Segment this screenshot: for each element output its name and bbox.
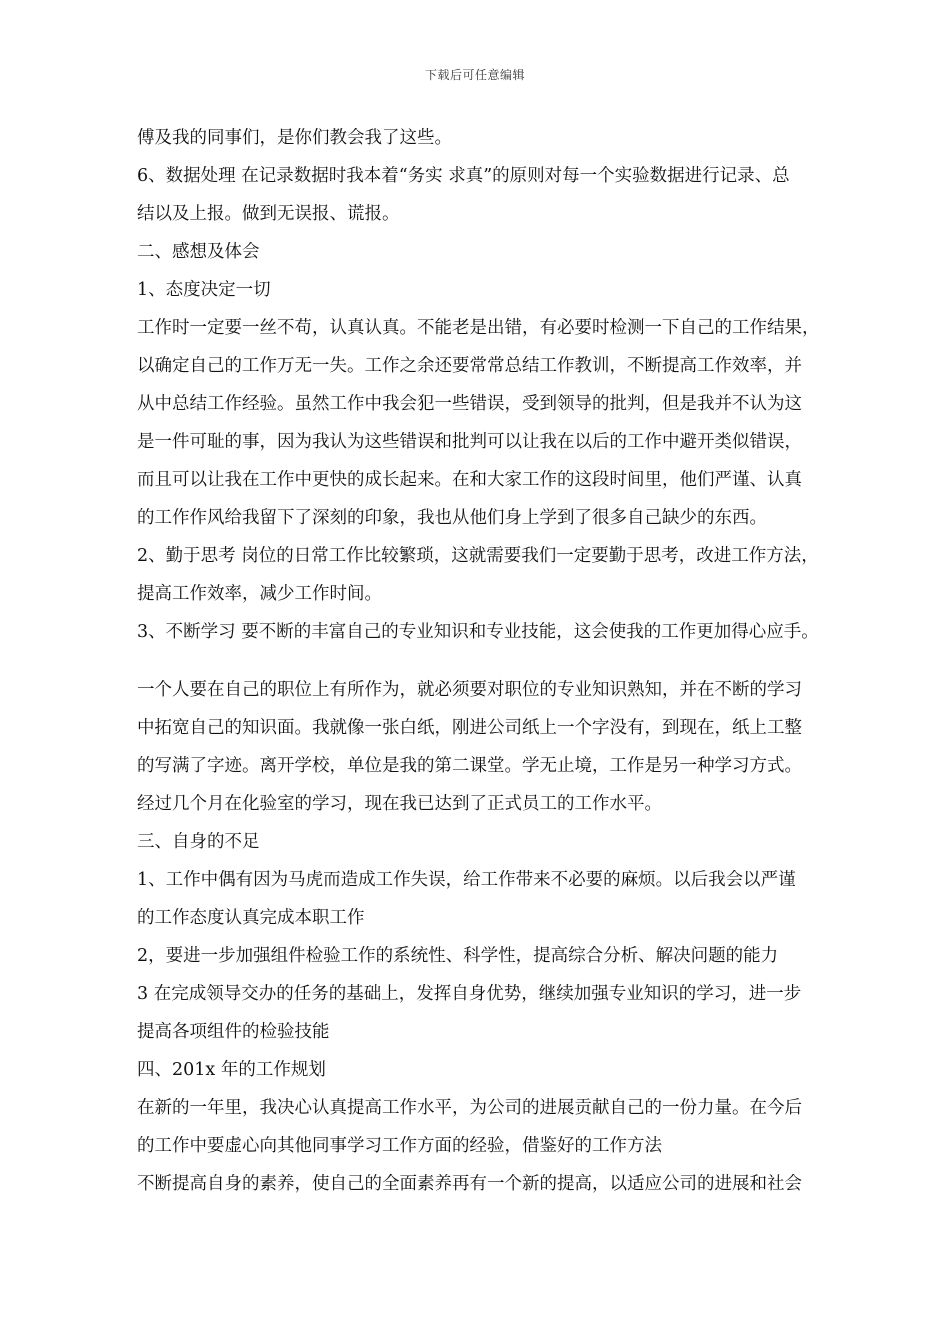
text-line: 1、态度决定一切 [137, 280, 271, 300]
text-line: 是一件可耻的事，因为我认为这些错误和批判可以让我在以后的工作中避开类似错误， [137, 432, 802, 452]
text-line: 结以及上报。做到无误报、谎报。 [137, 204, 400, 224]
text-line: 二、感想及体会 [137, 242, 260, 262]
text-line: 傅及我的同事们，是你们教会我了这些。 [137, 128, 452, 148]
text-line: 从中总结工作经验。虽然工作中我会犯一些错误，受到领导的批判，但是我并不认为这 [137, 394, 802, 414]
text-line: 而且可以让我在工作中更快的成长起来。在和大家工作的这段时间里，他们严谨、认真 [137, 470, 802, 490]
text-line: 经过几个月在化验室的学习，现在我已达到了正式员工的工作水平。 [137, 794, 662, 814]
text-line: 3、不断学习 要不断的丰富自己的专业知识和专业技能，这会使我的工作更加得心应手。 [137, 622, 819, 642]
document-body [137, 119, 897, 1203]
text-line: 提高工作效率，减少工作时间。 [137, 584, 382, 604]
text-line: 3 在完成领导交办的任务的基础上，发挥自身优势，继续加强专业知识的学习，进一步 [137, 984, 802, 1004]
text-line: 在新的一年里，我决心认真提高工作水平，为公司的进展贡献自己的一份力量。在今后 [137, 1098, 802, 1118]
text-line: 6、数据处理 在记录数据时我本着“务实 求真”的原则对每一个实验数据进行记录、总 [137, 166, 790, 186]
text-line: 的工作中要虚心向其他同事学习工作方面的经验，借鉴好的工作方法 [137, 1136, 662, 1156]
text-line: 工作时一定要一丝不苟，认真认真。不能老是出错，有必要时检测一下自己的工作结果， [137, 318, 820, 338]
text-line: 1、工作中偶有因为马虎而造成工作失误，给工作带来不必要的麻烦。以后我会以严谨 [137, 870, 796, 890]
text-line: 2、勤于思考 岗位的日常工作比较繁琐，这就需要我们一定要勤于思考，改进工作方法， [137, 546, 819, 566]
text-line: 的工作作风给我留下了深刻的印象，我也从他们身上学到了很多自己缺少的东西。 [137, 508, 767, 528]
blank-line [137, 651, 897, 671]
text-line: 的工作态度认真完成本职工作 [137, 908, 365, 928]
text-line: 2，要进一步加强组件检验工作的系统性、科学性，提高综合分析、解决问题的能力 [137, 946, 779, 966]
text-line: 中拓宽自己的知识面。我就像一张白纸，刚进公司纸上一个字没有，到现在，纸上工整 [137, 718, 802, 738]
text-line: 一个人要在自己的职位上有所作为，就必须要对职位的专业知识熟知，并在不断的学习 [137, 680, 802, 700]
text-line: 不断提高自身的素养，使自己的全面素养再有一个新的提高，以适应公司的进展和社会 [137, 1174, 802, 1194]
text-line: 以确定自己的工作万无一失。工作之余还要常常总结工作教训，不断提高工作效率，并 [137, 356, 802, 376]
page-header: 下载后可任意编辑 [424, 68, 525, 82]
text-line: 四、201x 年的工作规划 [137, 1060, 326, 1080]
text-line: 的写满了字迹。离开学校，单位是我的第二课堂。学无止境，工作是另一种学习方式。 [137, 756, 802, 776]
text-line: 提高各项组件的检验技能 [137, 1022, 330, 1042]
text-line: 三、自身的不足 [137, 832, 260, 852]
